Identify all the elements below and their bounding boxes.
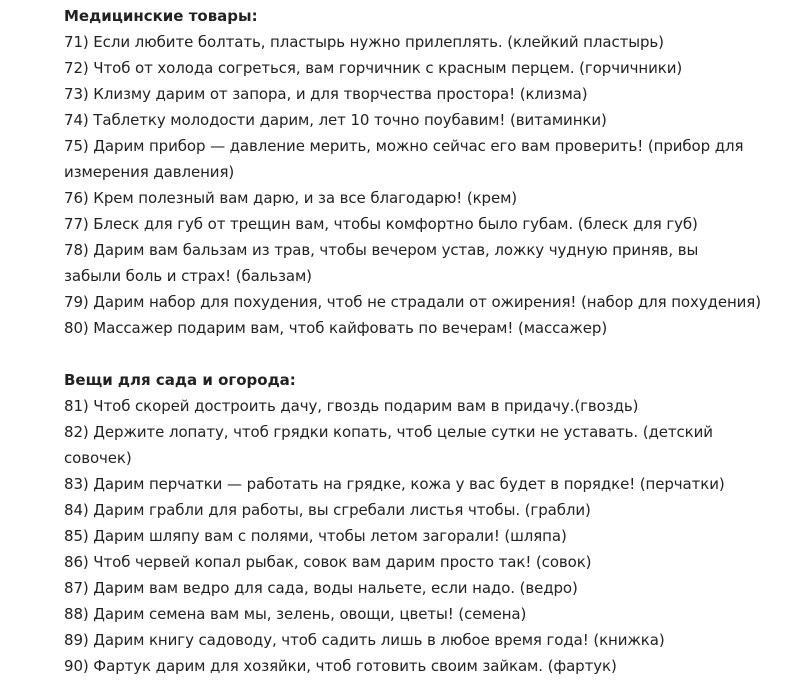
list-item: 89) Дарим книгу садоводу, чтоб садить лишь в любое время года! (книжка) bbox=[64, 631, 665, 649]
list-item: 90) Фартук дарим для хозяйки, чтоб готовить своим зайкам. (фартук) bbox=[64, 657, 617, 675]
list-item-continuation: измерения давления) bbox=[64, 163, 235, 181]
list-item: 82) Держите лопату, чтоб грядки копать, чтоб целые сутки не уставать. (детский bbox=[64, 423, 713, 441]
list-item: 87) Дарим вам ведро для сада, воды нальете, если надо. (ведро) bbox=[64, 579, 578, 597]
section-garden bbox=[64, 367, 790, 679]
list-item: 83) Дарим перчатки — работать на грядке, кожа у вас будет в порядке! (перчатки) bbox=[64, 475, 725, 493]
list-item: 84) Дарим грабли для работы, вы сгребали листья чтобы. (грабли) bbox=[64, 501, 591, 519]
section-spacer bbox=[64, 341, 790, 367]
list-item: 75) Дарим прибор — давление мерить, можно сейчас его вам проверить! (прибор для bbox=[64, 137, 744, 155]
list-item-continuation: совочек) bbox=[64, 449, 132, 467]
list-item: 77) Блеск для губ от трещин вам, чтобы комфортно было губам. (блеск для губ) bbox=[64, 215, 698, 233]
list-item: 71) Если любите болтать, пластырь нужно прилеплять. (клейкий пластырь) bbox=[64, 33, 664, 51]
list-item: 79) Дарим набор для похудения, чтоб не страдали от ожирения! (набор для похудения) bbox=[64, 293, 761, 311]
section-medical bbox=[64, 3, 790, 341]
section-heading: Медицинские товары: bbox=[64, 7, 258, 25]
list-item: 74) Таблетку молодости дарим, лет 10 точно поубавим! (витаминки) bbox=[64, 111, 607, 129]
list-item: 76) Крем полезный вам дарю, и за все благодарю! (крем) bbox=[64, 189, 518, 207]
list-item: 72) Чтоб от холода согреться, вам горчичник с красным перцем. (горчичники) bbox=[64, 59, 683, 77]
list-item: 73) Клизму дарим от запора, и для творчества простора! (клизма) bbox=[64, 85, 588, 103]
list-item: 81) Чтоб скорей достроить дачу, гвоздь подарим вам в придачу.(гвоздь) bbox=[64, 397, 639, 415]
section-heading: Вещи для сада и огорода: bbox=[64, 371, 296, 389]
list-item-continuation: забыли боль и страх! (бальзам) bbox=[64, 267, 312, 285]
list-item: 88) Дарим семена вам мы, зелень, овощи, цветы! (семена) bbox=[64, 605, 527, 623]
list-item: 78) Дарим вам бальзам из трав, чтобы вечером устав, ложку чудную приняв, вы bbox=[64, 241, 699, 259]
list-item: 85) Дарим шляпу вам с полями, чтобы летом загорали! (шляпа) bbox=[64, 527, 567, 545]
list-item: 80) Массажер подарим вам, чтоб кайфовать по вечерам! (массажер) bbox=[64, 319, 608, 337]
list-item: 86) Чтоб червей копал рыбак, совок вам дарим просто так! (совок) bbox=[64, 553, 592, 571]
